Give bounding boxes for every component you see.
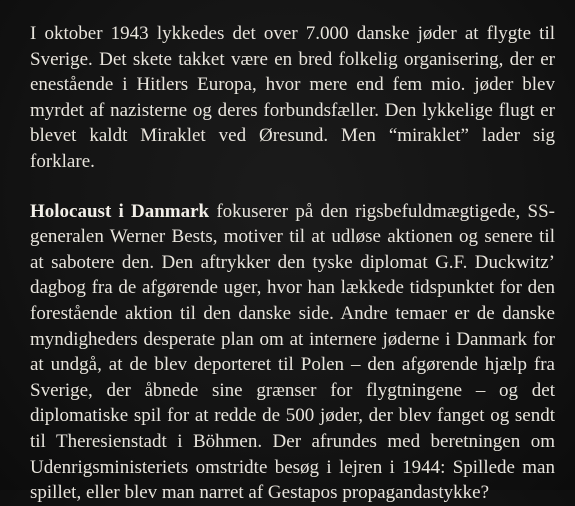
book-title: Holocaust i Danmark [30, 200, 210, 222]
intro-paragraph-text: I oktober 1943 lykkedes det over 7.000 danske jøder at flygte til Sverige. Det skete takket være en bred folkelig organisering, der er enestående i Hitlers Europa, hvor mere end fem mio. jøder blev myrdet af nazisterne og deres forbundsfæller. Den lykkelige flugt er blevet kaldt Miraklet ved Øresund. Men “miraklet” lader sig forklare. [30, 23, 555, 172]
description-paragraph-text: fokuserer på den rigsbefuldmægtigede, SS-generalen Werner Bests, motiver til at udløse aktionen og senere til at sabotere den. Den aftrykker den tyske diplomat G.F. Duckwitz’ dagbog fra de afgørende uger, hvor han lækkede tidspunktet for den forestående aktion til den danske side. Andre temaer er de danske myndigheders desperate plan om at internere jøderne i Danmark for at undgå, at de blev deporteret til Polen – den afgørende hjælp fra Sverige, der åbnede sine grænser for flygtningene – og det diplomatiske spil for at redde de 500 jøder, der blev fanget og sendt til Theresienstadt i Böhmen. Der afrundes med beretningen om Udenrigsministeriets omstridte besøg i lejren i 1944: Spillede man spillet, eller blev man narret af Gestapos propagandastykke? [30, 200, 555, 504]
description-paragraph [30, 199, 555, 506]
intro-paragraph [30, 21, 555, 175]
